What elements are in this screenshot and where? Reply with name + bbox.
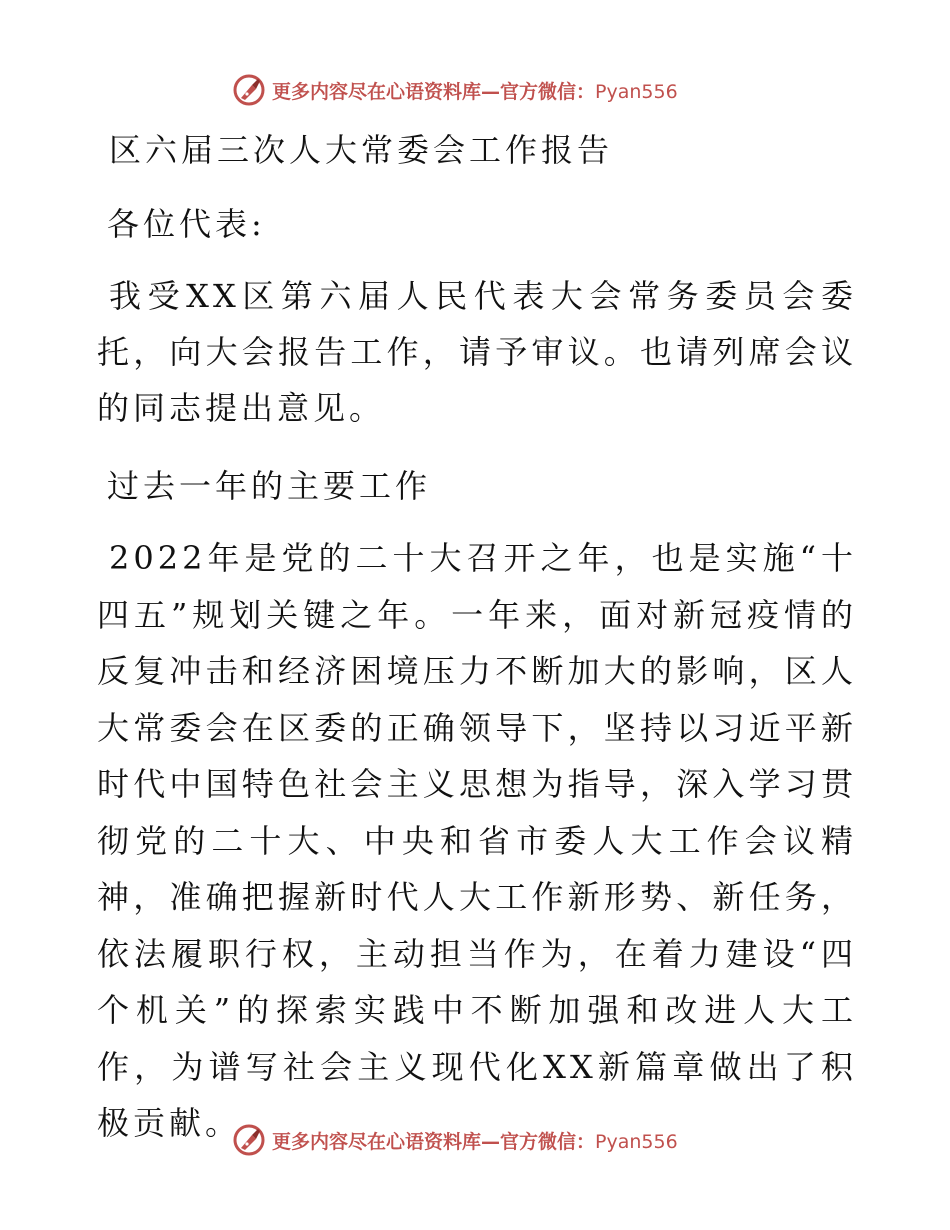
watermark-wechat-id: Pyan556 — [595, 80, 678, 103]
section-heading: 过去一年的主要工作 — [107, 467, 432, 505]
body-paragraph: 2022年是党的二十大召开之年，也是实施“十四五”规划关键之年。一年来，面对新冠疫情的反复冲击和经济困境压力不断加大的影响，区人大常委会在区委的正确领导下，坚持以习近平新时代中国特色社会主义思想为指导，深入学习贯彻党的二十大、中央和省市委人大工作会议精神，准确把握新时代人大工作新形势、新任务，依法履职行权，主动担当作为，在着力建设“四个机关”的探索实践中不断加强和改进人大工作，为谱写社会主义现代化XX新篇章做出了积极贡献。 — [97, 539, 857, 1142]
pen-nib-logo-icon — [232, 73, 266, 107]
watermark-text — [272, 1127, 678, 1154]
footer-watermark — [232, 1122, 678, 1158]
watermark-cn-text: 更多内容尽在心语资料库—官方微信： — [272, 1130, 596, 1153]
document-title: 区六届三次人大常委会工作报告 — [109, 131, 614, 169]
pen-nib-logo-icon — [232, 1123, 266, 1157]
watermark-text — [272, 77, 678, 104]
watermark-cn-text: 更多内容尽在心语资料库—官方微信： — [272, 80, 596, 103]
salutation: 各位代表: — [107, 205, 266, 243]
intro-paragraph: 我受XX区第六届人民代表大会常务委员会委托，向大会报告工作，请予审议。也请列席会议的同志提出意见。 — [97, 277, 857, 427]
watermark-wechat-id: Pyan556 — [595, 1130, 678, 1153]
header-watermark — [232, 72, 678, 108]
